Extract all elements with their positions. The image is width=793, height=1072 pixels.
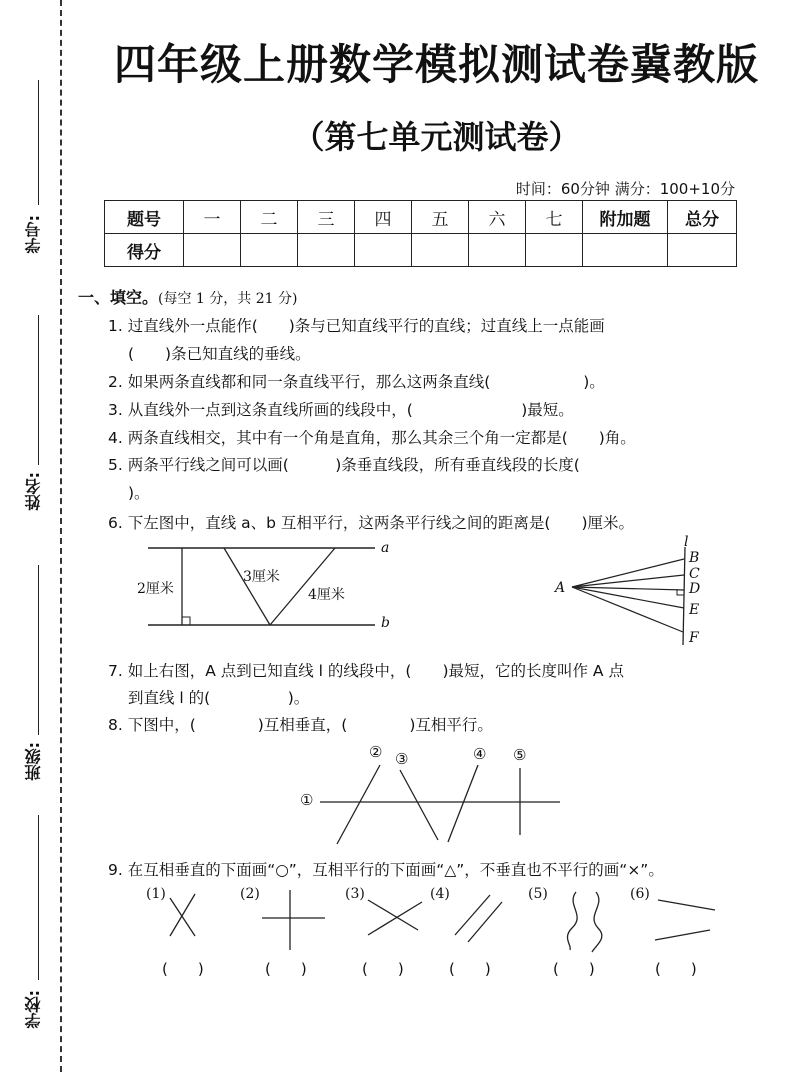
answer-blank[interactable]: ( ): [449, 960, 491, 978]
score-cell[interactable]: [298, 234, 355, 267]
item-label: (6): [630, 886, 650, 902]
school-label: 学校:: [24, 990, 43, 1029]
class-line[interactable]: [38, 565, 39, 735]
cut-line: [60, 0, 62, 1072]
point-label: D: [689, 581, 701, 597]
line-label: ⑤: [513, 746, 527, 764]
item-label: (3): [345, 886, 365, 902]
time-info: 时间：60分钟 满分：100+10分: [515, 180, 735, 198]
item-label: (2): [240, 886, 260, 902]
table-cell: 三: [298, 201, 355, 234]
page-subtitle: （第七单元测试卷）: [292, 118, 581, 156]
item-label: (5): [528, 886, 548, 902]
line-b-label: b: [381, 615, 390, 631]
point-label: F: [689, 630, 699, 646]
score-table: [104, 200, 737, 267]
table-cell: 七: [526, 201, 583, 234]
answer-blank[interactable]: ( ): [655, 960, 697, 978]
answer-blank[interactable]: ( ): [162, 960, 204, 978]
question-7b: 到直线 l 的( )。: [128, 689, 310, 707]
item-label: (1): [146, 886, 166, 902]
score-cell[interactable]: [184, 234, 241, 267]
line-label: ①: [300, 791, 314, 809]
point-label: B: [689, 550, 700, 566]
score-cell[interactable]: [355, 234, 412, 267]
line-label: ②: [369, 743, 383, 761]
class-label: 班级:: [24, 742, 43, 781]
section-title: 一、填空。: [78, 288, 159, 307]
answer-blank[interactable]: ( ): [265, 960, 307, 978]
question-3: 3. 从直线外一点到这条直线所画的线段中，( )最短。: [108, 401, 574, 419]
table-cell: 四: [355, 201, 412, 234]
table-cell: 附加题: [583, 201, 668, 234]
table-row: [105, 201, 737, 234]
line-a-label: a: [381, 540, 390, 556]
line-label: ④: [473, 745, 487, 763]
table-row: [105, 234, 737, 267]
section-note: (每空 1 分，共 21 分): [158, 291, 298, 307]
name-label: 姓名:: [24, 472, 43, 511]
table-cell: 六: [469, 201, 526, 234]
question-1b: ( )条已知直线的垂线。: [128, 345, 311, 363]
point-label: E: [689, 602, 700, 618]
score-cell[interactable]: [469, 234, 526, 267]
line-label: ③: [395, 750, 409, 768]
school-line[interactable]: [38, 815, 39, 980]
question-6: 6. 下左图中，直线 a、b 互相平行，这两条平行线之间的距离是( )厘米。: [108, 514, 635, 532]
question-1a: 1. 过直线外一点能作( )条与已知直线平行的直线；过直线上一点能画: [108, 317, 605, 335]
score-cell[interactable]: [668, 234, 737, 267]
score-cell[interactable]: [412, 234, 469, 267]
score-cell[interactable]: [241, 234, 298, 267]
question-7a: 7. 如上右图，A 点到已知直线 l 的线段中，( )最短，它的长度叫作 A 点: [108, 662, 624, 680]
page-title: 四年级上册数学模拟测试卷冀教版: [113, 40, 759, 89]
score-cell[interactable]: [583, 234, 668, 267]
length-label: 3厘米: [243, 569, 280, 585]
point-label: A: [555, 580, 566, 596]
table-cell: 得分: [105, 234, 184, 267]
table-cell: 总分: [668, 201, 737, 234]
question-8: 8. 下图中，( )互相垂直，( )互相平行。: [108, 716, 493, 734]
score-cell[interactable]: [526, 234, 583, 267]
perpendicular-distance-figure: [560, 535, 710, 650]
table-cell: 一: [184, 201, 241, 234]
line-l-label: l: [684, 534, 689, 550]
point-label: C: [689, 566, 700, 582]
table-cell: 题号: [105, 201, 184, 234]
length-label: 4厘米: [308, 587, 345, 603]
answer-blank[interactable]: ( ): [362, 960, 404, 978]
student-id-label: 学号:: [24, 215, 43, 254]
question-2: 2. 如果两条直线都和同一条直线平行，那么这两条直线( )。: [108, 373, 605, 391]
table-cell: 五: [412, 201, 469, 234]
question-9: 9. 在互相垂直的下面画“○”，互相平行的下面画“△”，不垂直也不平行的画“×”。: [108, 861, 664, 879]
line-pairs-figure: [140, 880, 730, 955]
table-cell: 二: [241, 201, 298, 234]
item-label: (4): [430, 886, 450, 902]
answer-blank[interactable]: ( ): [553, 960, 595, 978]
section-heading: [78, 285, 297, 308]
question-4: 4. 两条直线相交，其中有一个角是直角，那么其余三个角一定都是( )角。: [108, 429, 636, 447]
question-5a: 5. 两条平行线之间可以画( )条垂直线段，所有垂直线段的长度(: [108, 456, 580, 474]
student-id-line[interactable]: [38, 80, 39, 205]
length-label: 2厘米: [137, 581, 174, 597]
name-line[interactable]: [38, 315, 39, 465]
question-5b: )。: [128, 484, 150, 502]
